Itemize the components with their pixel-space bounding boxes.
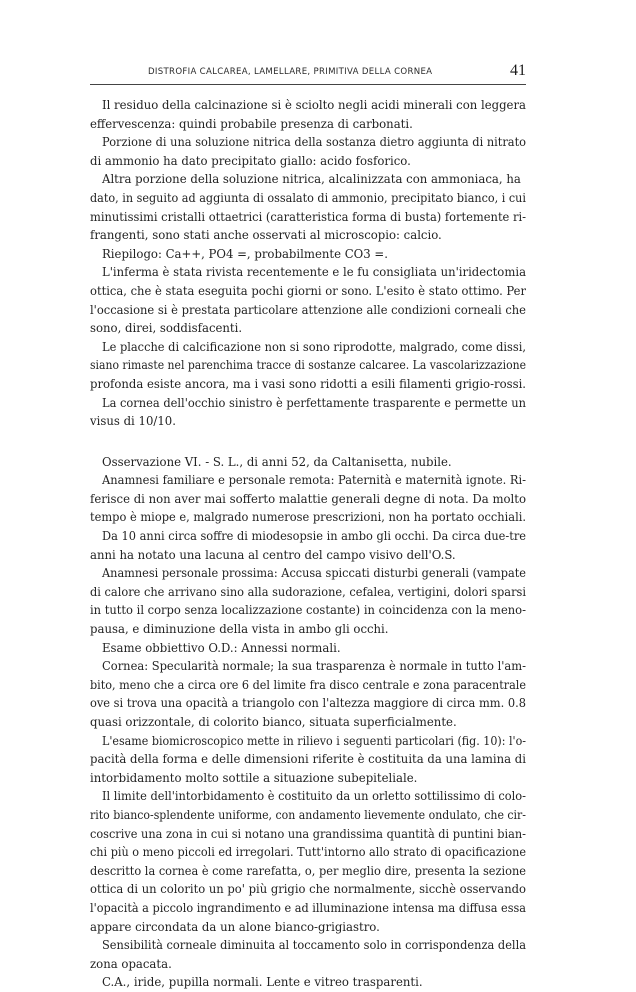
text-line: effervescenza: quindi probabile presenza di carbonati. — [90, 116, 413, 131]
text-line: in tutto il corpo senza localizzazione costante) in coincidenza con la meno- — [90, 603, 526, 618]
text-line: Il residuo della calcinazione si è sciolto negli acidi minerali con leggera — [102, 98, 526, 112]
text-line: ottica, che è stata eseguita pochi giorni or sono. L'esito è stato ottimo. Per — [90, 283, 526, 298]
text-line: rito bianco-splendente uniforme, con andamento lievemente ondulato, che cir- — [90, 807, 526, 822]
text-line: anni ha notato una lacuna al centro del campo visivo dell'O.S. — [90, 547, 456, 562]
text-line: siano rimaste nel parenchima tracce di sostanze calcaree. La vascolarizzazione — [90, 358, 526, 373]
text-line: Cornea: Specularità normale; la sua trasparenza è normale in tutto l'am- — [102, 659, 526, 674]
text-line: descritto la cornea è come rarefatta, o, per meglio dire, presenta la sezione — [90, 863, 526, 878]
text-line: ove si trova una opacità a triangolo con l'altezza maggiore di circa mm. 0.8 — [90, 696, 526, 711]
text-line: coscrive una zona in cui si notano una grandissima quantità di puntini bian- — [90, 826, 526, 841]
text-line: zona opacata. — [90, 956, 172, 971]
text-line: L'esame biomicroscopico mette in rilievo i seguenti particolari (fig. 10): l'o- — [102, 733, 526, 748]
text-line: profonda esiste ancora, ma i vasi sono ridotti a esili filamenti grigio-rossi. — [90, 376, 526, 391]
text-line: Altra porzione della soluzione nitrica, alcalinizzata con ammoniaca, ha — [102, 172, 521, 187]
body-text — [90, 96, 526, 992]
header-rule — [90, 84, 526, 85]
text-line: Osservazione VI. - S. L., di anni 52, da Caltanisetta, nubile. — [102, 454, 452, 469]
text-line: ottica di un colorito un po' più grigio che normalmente, sicchè osservando — [90, 882, 526, 897]
text-line: Esame obbiettivo O.D.: Annessi normali. — [102, 640, 341, 655]
text-line: pacità della forma e delle dimensioni riferite è costituita da una lamina di — [90, 752, 526, 767]
text-line: C.A., iride, pupilla normali. Lente e vitreo trasparenti. — [102, 975, 423, 990]
text-line: l'opacità a piccolo ingrandimento e ad illuminazione intensa ma diffusa essa — [90, 900, 526, 915]
page-number: 41 — [510, 62, 526, 79]
text-line: pausa, e diminuzione della vista in ambo gli occhi. — [90, 622, 389, 637]
text-line: Porzione di una soluzione nitrica della sostanza dietro aggiunta di nitrato — [102, 135, 526, 150]
text-line: minutissimi cristalli ottaetrici (caratteristica forma di busta) fortemente ri- — [90, 209, 526, 224]
text-line: quasi orizzontale, di colorito bianco, situata superficialmente. — [90, 715, 457, 729]
text-line: ferisce di non aver mai sofferto malattie generali degne di nota. Da molto — [90, 491, 526, 506]
text-line: tempo è miope e, malgrado numerose prescrizioni, non ha portato occhiali. — [90, 510, 526, 525]
text-line: di calore che arrivano sino alla sudorazione, cefalea, vertigini, dolori sparsi — [90, 584, 526, 599]
text-line: di ammonio ha dato precipitato giallo: acido fosforico. — [90, 153, 411, 168]
text-line: dato, in seguito ad aggiunta di ossalato di ammonio, precipitato bianco, i cui — [90, 190, 526, 205]
text-line: Sensibilità corneale diminuita al toccamento solo in corrispondenza della — [102, 938, 526, 953]
text-line: chi più o meno piccoli ed irregolari. Tutt'intorno allo strato di opacificazione — [90, 845, 526, 860]
text-line: l'occasione si è prestata particolare attenzione alle condizioni corneali che — [90, 302, 526, 317]
text-line: La cornea dell'occhio sinistro è perfettamente trasparente e permette un — [102, 395, 526, 410]
text-line: intorbidamento molto sottile a situazione subepiteliale. — [90, 770, 418, 785]
text-line: L'inferma è stata rivista recentemente e le fu consigliata un'iridectomia — [102, 265, 526, 280]
text-line: frangenti, sono stati anche osservati al microscopio: calcio. — [90, 228, 442, 243]
text-line: Il limite dell'intorbidamento è costituito da un orletto sottilissimo di colo- — [102, 789, 526, 804]
text-line: visus di 10/10. — [90, 414, 176, 429]
text-line: bito, meno che a circa ore 6 del limite fra disco centrale e zona paracentrale — [90, 677, 526, 692]
running-header-title: DISTROFIA CALCAREA, LAMELLARE, PRIMITIVA DELLA CORNEA — [148, 67, 433, 77]
text-line: sono, direi, soddisfacenti. — [90, 321, 243, 336]
text-line: Le placche di calcificazione non si sono riprodotte, malgrado, come dissi, — [102, 339, 526, 354]
text-line: Da 10 anni circa soffre di miodesopsie in ambo gli occhi. Da circa due-tre — [102, 529, 526, 544]
running-header — [90, 61, 526, 83]
text-line: appare circondata da un alone bianco-grigiastro. — [90, 919, 380, 934]
section-gap — [90, 431, 526, 453]
text-line: Anamnesi familiare e personale remota: Paternità e maternità ignote. Ri- — [102, 473, 526, 488]
text-line: Riepilogo: Ca++, PO4 =, probabilmente CO3 =. — [102, 246, 388, 261]
text-line: Anamnesi personale prossima: Accusa spiccati disturbi generali (vampate — [102, 566, 526, 581]
